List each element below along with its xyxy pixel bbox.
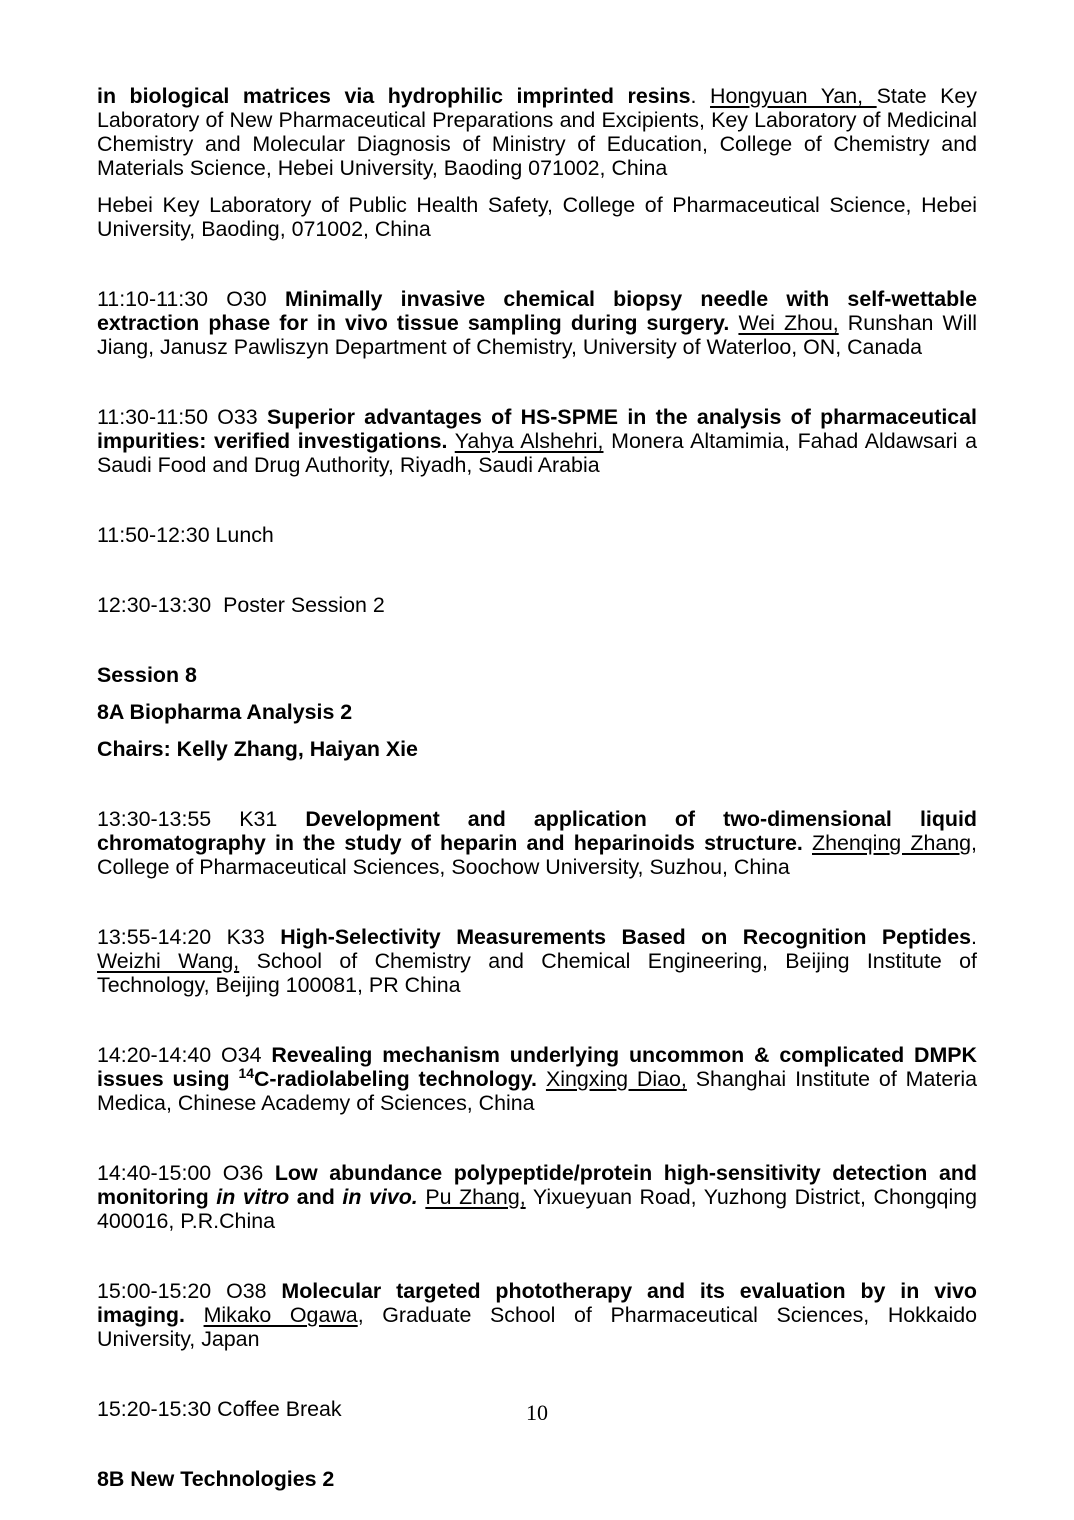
entry-o38 [97, 1279, 977, 1351]
presenter-name: Yahya Alshehri, [454, 429, 604, 453]
entry-o36 [97, 1161, 977, 1233]
text-run: 13:55-14:20 K33 [97, 925, 281, 949]
text-run: in vivo. [342, 1185, 418, 1209]
text-run: 11:30-11:50 O33 [97, 405, 267, 429]
entry-o30 [97, 287, 977, 359]
text-run: State Key Laboratory of New Pharmaceutical Preparations and Excipients, Key Laboratory of Medicinal Chemistry and Molecular Diagnosis of Ministry of Education, College of Chemistry and Materials Science, Hebei University, Baoding 071002, China [97, 84, 977, 180]
text-run: 15:00-15:20 O38 [97, 1279, 282, 1303]
presenter-name: Xingxing Diao, [545, 1067, 687, 1091]
presenter-name: Wei Zhou, [738, 311, 839, 335]
text-run: in biological matrices via hydrophilic imprinted resins [97, 84, 691, 108]
text-run: 14 [238, 1064, 254, 1081]
text-run: Molecular targeted phototherapy and its evaluation by in vivo imaging. [97, 1279, 977, 1327]
heading-session-8 [97, 663, 977, 687]
text-run: . [690, 84, 711, 108]
text-run: Minimally invasive chemical biopsy needle with self-wettable extraction phase for in vivo tissue sampling during surgery. [97, 287, 977, 335]
presenter-name: Zhenqing Zhang [812, 831, 972, 855]
entry-hongyuan-yan-continuation [97, 84, 977, 180]
text-run: 11:50-12:30 Lunch [97, 523, 274, 547]
text-run: Monera Altamimia, Fahad Aldawsari a Saudi Food and Drug Authority, Riyadh, Saudi Arabia [97, 429, 977, 477]
text-run: Chairs: Kelly Zhang, Haiyan Xie [97, 737, 418, 761]
presenter-name: Hongyuan Yan, [710, 84, 877, 108]
text-run: 14:20-14:40 O34 [97, 1043, 272, 1067]
text-run: 12:30-13:30 Poster Session 2 [97, 593, 385, 617]
text-run: School of Chemistry and Chemical Engineering, Beijing Institute of Technology, Beijing 100081, PR China [97, 949, 977, 997]
text-run: C-radiolabeling technology. [253, 1067, 538, 1091]
text-run [447, 429, 454, 453]
text-run: in vitro [216, 1185, 290, 1209]
heading-chairs [97, 737, 977, 761]
text-run: , College of Pharmaceutical Sciences, Soochow University, Suzhou, China [97, 831, 977, 879]
entry-lunch [97, 523, 977, 547]
presenter-name: Weizhi Wang, [97, 949, 240, 973]
text-run: 13:30-13:55 K31 [97, 807, 306, 831]
text-run: . [971, 925, 977, 949]
text-run: , Graduate School of Pharmaceutical Sciences, Hokkaido University, Japan [97, 1303, 978, 1351]
entry-o33 [97, 405, 977, 477]
text-run: Low abundance polypeptide/protein high-sensitivity detection and monitoring [97, 1161, 978, 1209]
entry-k33 [97, 925, 977, 997]
entry-k31 [97, 807, 977, 879]
text-run: 11:10-11:30 O30 [97, 287, 285, 311]
text-run: Runshan Will Jiang, Janusz Pawliszyn Department of Chemistry, University of Waterloo, ON, Canada [97, 311, 977, 359]
text-run: Session 8 [97, 663, 197, 687]
text-run [803, 831, 812, 855]
text-run: 14:40-15:00 O36 [97, 1161, 275, 1185]
text-run: and [289, 1185, 343, 1209]
text-run: Shanghai Institute of Materia Medica, Chinese Academy of Sciences, China [97, 1067, 978, 1115]
text-run: Development and application of two-dimensional liquid chromatography in the study of heparin and heparinoids structure. [97, 807, 977, 855]
text-run: 15:20-15:30 Coffee Break [97, 1397, 342, 1421]
entry-hebei-key-laboratory [97, 193, 977, 241]
heading-8a-biopharma-analysis-2 [97, 700, 977, 724]
presenter-name: Mikako Ogawa [203, 1303, 358, 1327]
entry-o34 [97, 1043, 977, 1115]
text-run: High-Selectivity Measurements Based on Recognition Peptides [280, 925, 972, 949]
text-run: Revealing mechanism underlying uncommon & complicated DMPK issues using [97, 1043, 977, 1091]
text-run [185, 1303, 204, 1327]
text-run [537, 1067, 546, 1091]
text-run: Hebei Key Laboratory of Public Health Safety, College of Pharmaceutical Science, Hebei University, Baoding, 071002, China [97, 193, 977, 241]
text-run: Superior advantages of HS-SPME in the analysis of pharmaceutical impurities: verified investigations. [97, 405, 978, 453]
entry-poster-session-2 [97, 593, 977, 617]
text-run: 8A Biopharma Analysis 2 [97, 700, 353, 724]
presenter-name: Pu Zhang, [425, 1185, 526, 1209]
heading-8b-new-technologies-2 [97, 1467, 977, 1491]
text-run: 8B New Technologies 2 [97, 1467, 335, 1491]
text-run: Yixueyuan Road, Yuzhong District, Chongqing 400016, P.R.China [97, 1185, 977, 1233]
page-number: 10 [526, 1400, 548, 1425]
